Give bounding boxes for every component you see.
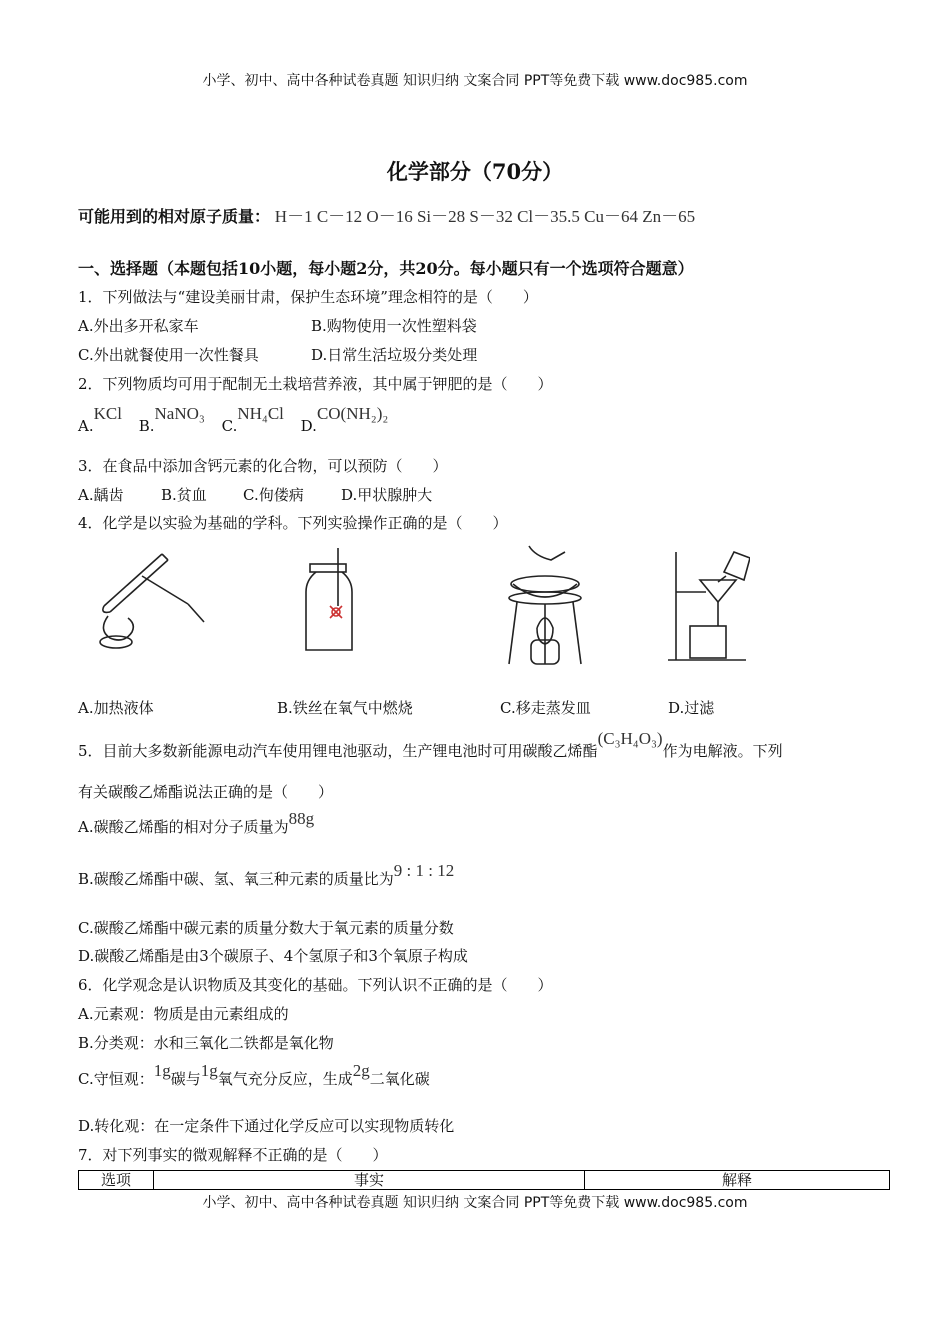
q2-option-a-formula: KCl <box>93 404 122 423</box>
q5-option-a-value: 88g <box>288 809 315 828</box>
alcohol-lamp <box>100 636 132 648</box>
q2-option-d-label: D. <box>300 417 317 435</box>
q6-option-c-value2: 1g <box>200 1061 218 1080</box>
q5-stem-line1 <box>78 729 783 761</box>
q5-stem-part1: 5．目前大多数新能源电动汽车使用锂电池驱动，生产锂电池时可用碳酸乙烯酯 <box>78 742 598 760</box>
q1-option-d: D.日常生活垃圾分类处理 <box>311 346 478 364</box>
q1-option-b: B.购物使用一次性塑料袋 <box>311 317 477 335</box>
page-header: 小学、初中、高中各种试卷真题 知识归纳 文案合同 PPT等免费下载 www.doc985.com <box>202 73 748 89</box>
q7-stem: 7．对下列事实的微观解释不正确的是（ ） <box>78 1146 388 1164</box>
funnel <box>700 580 736 602</box>
q7-header-explanation: 解释 <box>585 1171 890 1190</box>
q3-option-b: B.贫血 <box>161 486 207 504</box>
test-tube <box>104 554 162 606</box>
q1-option-a: A.外出多开私家车 <box>78 317 199 335</box>
q6-option-c-part1: C.守恒观： <box>78 1070 154 1088</box>
q1-option-c: C.外出就餐使用一次性餐具 <box>78 346 259 364</box>
q6-option-b: B.分类观：水和三氧化二铁都是氧化物 <box>78 1034 334 1052</box>
beaker <box>690 626 726 658</box>
q6-option-a: A.元素观：物质是由元素组成的 <box>78 1005 289 1023</box>
q3-option-c: C.佝偻病 <box>243 486 304 504</box>
q1-stem: 1．下列做法与“建设美丽甘肃，保护生态环境”理念相符的是（ ） <box>78 288 538 306</box>
q5-formula: (C₃H₄O₃) <box>597 729 663 748</box>
q6-option-c <box>78 1061 430 1089</box>
section-1-heading: 一、选择题（本题包括10小题，每小题2分，共20分。每小题只有一个选项符合题意） <box>78 259 694 278</box>
q4-option-d: D.过滤 <box>668 699 715 717</box>
q5-option-a-text: A.碳酸乙烯酯的相对分子质量为 <box>78 818 289 836</box>
hand <box>529 546 565 560</box>
q5-option-b-text: B.碳酸乙烯酯中碳、氢、氧三种元素的质量比为 <box>78 870 394 888</box>
q2-option-c-formula: NH₄Cl <box>237 404 284 423</box>
q5-option-b <box>78 861 455 889</box>
q4-stem: 4．化学是以实验为基础的学科。下列实验操作正确的是（ ） <box>78 514 508 532</box>
q2-option-b-label: B. <box>138 417 155 435</box>
q2-option-c-label: C. <box>221 417 238 435</box>
q6-option-c-part2: 碳与 <box>170 1070 201 1088</box>
heating-liquid-figure <box>92 546 212 656</box>
q6-option-c-part4: 二氧化碳 <box>369 1070 430 1088</box>
q5-option-b-value: 9 : 1 : 12 <box>393 861 455 880</box>
iron-burning-figure <box>298 546 358 656</box>
test-tube-holder <box>142 576 188 604</box>
filtration-figure <box>666 548 750 666</box>
atomic-masses <box>78 202 695 227</box>
atomic-masses-values: H－1 C－12 O－16 Si－28 S－32 Cl－35.5 Cu－64 Zn－65 <box>274 207 696 226</box>
evaporating-dish-figure <box>505 544 585 666</box>
q7-table <box>78 1170 890 1190</box>
q5-option-d: D.碳酸乙烯酯是由3个碳原子、4个氢原子和3个氧原子构成 <box>78 947 468 965</box>
q4-option-b: B.铁丝在氧气中燃烧 <box>277 699 413 717</box>
q7-header-option: 选项 <box>79 1171 154 1190</box>
q6-option-d: D.转化观：在一定条件下通过化学反应可以实现物质转化 <box>78 1117 455 1135</box>
q6-stem: 6．化学观念是认识物质及其变化的基础。下列认识不正确的是（ ） <box>78 976 553 994</box>
q6-option-c-part3: 氧气充分反应，生成 <box>217 1070 353 1088</box>
page-footer: 小学、初中、高中各种试卷真题 知识归纳 文案合同 PPT等免费下载 www.doc985.com <box>202 1195 748 1211</box>
page-title: 化学部分（70分） <box>386 159 564 184</box>
q2-option-a-label: A. <box>78 417 94 435</box>
q3-stem: 3．在食品中添加含钙元素的化合物，可以预防（ ） <box>78 457 448 475</box>
iron-ring <box>509 592 581 604</box>
q6-option-c-value3: 2g <box>352 1061 370 1080</box>
q3-option-d: D.甲状腺肿大 <box>341 486 433 504</box>
q2-options <box>78 404 389 435</box>
q7-header-fact: 事实 <box>154 1171 585 1190</box>
atomic-masses-label: 可能用到的相对原子质量： <box>78 207 271 226</box>
gas-bottle <box>306 572 352 650</box>
q7-table-header-row <box>79 1171 890 1190</box>
q2-option-b-formula: NaNO₃ <box>154 404 205 423</box>
q5-stem-part2: 作为电解液。下列 <box>662 742 783 760</box>
q6-option-c-value1: 1g <box>153 1061 171 1080</box>
q5-stem-line2: 有关碳酸乙烯酯说法正确的是（ ） <box>78 783 334 801</box>
q3-option-a: A.龋齿 <box>78 486 124 504</box>
beaker-pouring <box>724 552 750 580</box>
q4-option-a: A.加热液体 <box>78 699 154 717</box>
q2-stem: 2．下列物质均可用于配制无土栽培营养液，其中属于钾肥的是（ ） <box>78 375 553 393</box>
q4-option-c: C.移走蒸发皿 <box>500 699 591 717</box>
q5-option-a <box>78 809 315 837</box>
q5-option-c: C.碳酸乙烯酯中碳元素的质量分数大于氧元素的质量分数 <box>78 919 454 937</box>
q2-option-d-formula: CO(NH₂)₂ <box>316 404 389 423</box>
